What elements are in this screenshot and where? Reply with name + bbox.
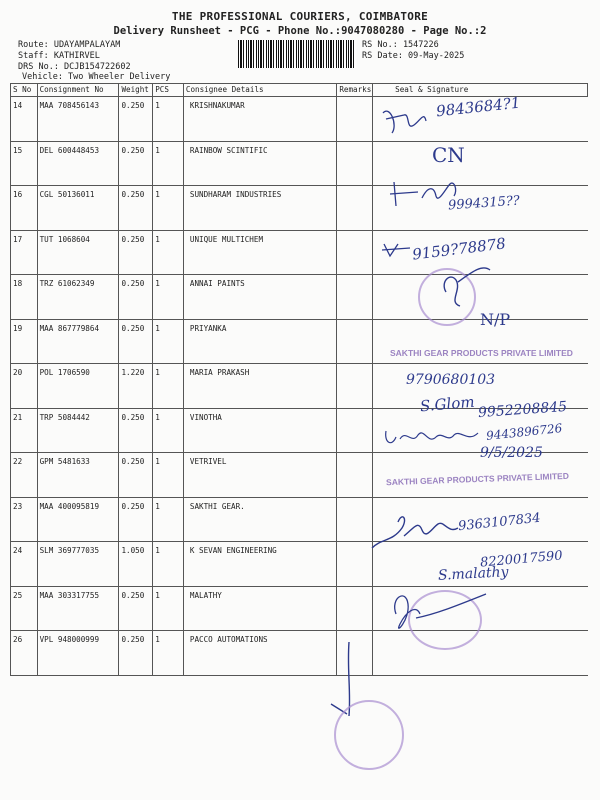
rs-number: RS No.: 1547226 (362, 40, 439, 50)
row-sno: 14 (11, 97, 38, 142)
row-sno: 25 (11, 586, 38, 631)
row-consignment-no: SLM 369777035 (37, 542, 119, 587)
row25-handwritten-phone: 8220017590 (479, 548, 564, 571)
barcode (238, 40, 356, 68)
row-weight: 1.050 (119, 542, 153, 587)
row20-handwritten-phone: 9790680103 (406, 372, 496, 388)
table-row (11, 141, 588, 186)
runsheet-table (10, 83, 588, 676)
row-consignee: VINOTHA (183, 408, 336, 453)
row-consignee: ANNAI PAINTS (183, 275, 336, 320)
row-remarks (337, 319, 373, 364)
row21-handwritten-name: S.Glom (419, 392, 476, 416)
header-remarks: Remarks (337, 84, 373, 97)
row-sno: 22 (11, 453, 38, 498)
row-consignment-no: MAA 303317755 (37, 586, 119, 631)
row-sno: 15 (11, 141, 38, 186)
row-sno: 24 (11, 542, 38, 587)
row-weight: 1.220 (119, 364, 153, 409)
row-weight: 0.250 (119, 275, 153, 320)
drs-number: DRS No.: DCJB154722602 (18, 62, 131, 72)
row-consignment-no: MAA 867779864 (37, 319, 119, 364)
vehicle-label: Vehicle: Two Wheeler Delivery (22, 72, 171, 82)
row-sno: 20 (11, 364, 38, 409)
header-weight: Weight (119, 84, 153, 97)
row-consignment-no: GPM 5481633 (37, 453, 119, 498)
company-title: THE PROFESSIONAL COURIERS, COIMBATORE (171, 10, 429, 23)
row-pcs: 1 (153, 364, 184, 409)
row-weight: 0.250 (119, 186, 153, 231)
row-weight: 0.250 (119, 141, 153, 186)
row-consignee: RAINBOW SCINTIFIC (183, 141, 336, 186)
row18-signature (438, 262, 498, 312)
row-consignee: MALATHY (183, 586, 336, 631)
header-pcs: PCS (153, 84, 184, 97)
row-consignee: UNIQUE MULTICHEM (183, 230, 336, 275)
row-sno: 18 (11, 275, 38, 320)
row23-company-stamp: SAKTHI GEAR PRODUCTS PRIVATE LIMITED (385, 470, 570, 488)
row-pcs: 1 (153, 319, 184, 364)
row-weight: 0.250 (119, 319, 153, 364)
row-consignee: PRIYANKA (183, 319, 336, 364)
row-consignment-no: VPL 948000999 (37, 631, 119, 676)
row-weight: 0.250 (119, 631, 153, 676)
row-pcs: 1 (153, 275, 184, 320)
row-consignee: PACCO AUTOMATIONS (183, 631, 336, 676)
row-consignment-no: TRZ 61062349 (37, 275, 119, 320)
row14-handwritten-phone: 9843684?1 (435, 93, 522, 121)
row14-signature (380, 103, 430, 139)
row-pcs: 1 (153, 230, 184, 275)
row24-handwritten-phone: 9363107834 (457, 510, 542, 535)
row-pcs: 1 (153, 141, 184, 186)
row-pcs: 1 (153, 631, 184, 676)
row-consignee: SUNDHARAM INDUSTRIES (183, 186, 336, 231)
row-pcs: 1 (153, 186, 184, 231)
runsheet-subtitle: Delivery Runsheet - PCG - Phone No.:9047080280 - Page No.:2 (113, 25, 487, 37)
row-consignee: MARIA PRAKASH (183, 364, 336, 409)
row-consignee: K SEVAN ENGINEERING (183, 542, 336, 587)
staff-label: Staff: KATHIRVEL (18, 51, 100, 61)
row-consignment-no: TUT 1068604 (37, 230, 119, 275)
row21-handwritten-phone: 9952208845 (477, 398, 568, 422)
row17-signature (380, 240, 414, 260)
row22-handwritten-date: 9/5/2025 (480, 445, 543, 461)
row-consignee: VETRIVEL (183, 453, 336, 498)
row24-signature (368, 508, 468, 552)
row-pcs: 1 (153, 97, 184, 142)
table-row (11, 631, 588, 676)
row-consignment-no: CGL 50136011 (37, 186, 119, 231)
row17-handwritten-phone: 9159?78878 (411, 234, 507, 264)
row-consignment-no: DEL 600448453 (37, 141, 119, 186)
row20-company-stamp: SAKTHI GEAR PRODUCTS PRIVATE LIMITED (390, 348, 573, 358)
row-pcs: 1 (153, 542, 184, 587)
header-sno: S No (11, 84, 38, 97)
row-weight: 0.250 (119, 97, 153, 142)
row-consignee: KRISHNAKUMAR (183, 97, 336, 142)
row-consignment-no: TRP 5084442 (37, 408, 119, 453)
row-sno: 16 (11, 186, 38, 231)
row-weight: 0.250 (119, 497, 153, 542)
row-consignee: SAKTHI GEAR. (183, 497, 336, 542)
row-remarks (337, 275, 373, 320)
row-pcs: 1 (153, 453, 184, 498)
header-consignment: Consignment No (37, 84, 119, 97)
row25-handwritten-name: S.malathy (437, 564, 509, 584)
table-row (11, 586, 588, 631)
rs-date: RS Date: 09-May-2025 (362, 51, 465, 61)
row-pcs: 1 (153, 408, 184, 453)
row-weight: 0.250 (119, 230, 153, 275)
row-remarks (337, 364, 373, 409)
header-consignee: Consignee Details (183, 84, 336, 97)
row-sno: 26 (11, 631, 38, 676)
row-remarks (337, 230, 373, 275)
row-pcs: 1 (153, 497, 184, 542)
row19-handwritten-mark: N/P (480, 310, 511, 329)
row16-handwritten-phone: 9994315?? (447, 193, 521, 214)
table-row (11, 364, 588, 409)
row-weight: 0.250 (119, 453, 153, 498)
row26-signature (386, 584, 496, 644)
row-pcs: 1 (153, 586, 184, 631)
row-remarks (337, 97, 373, 142)
row22-handwritten-phone: 9443896726 (485, 421, 563, 443)
row-remarks (337, 453, 373, 498)
row-weight: 0.250 (119, 408, 153, 453)
header-signature: Seal & Signature (373, 84, 588, 97)
row-sno: 23 (11, 497, 38, 542)
row-sno: 17 (11, 230, 38, 275)
bottom-seal (334, 700, 404, 770)
route-label: Route: UDAYAMPALAYAM (18, 40, 121, 50)
row-consignment-no: POL 1706590 (37, 364, 119, 409)
row-sno: 21 (11, 408, 38, 453)
row-consignment-no: MAA 708456143 (37, 97, 119, 142)
row-weight: 0.250 (119, 586, 153, 631)
row-remarks (337, 586, 373, 631)
row15-handwritten-mark: CN (432, 143, 465, 167)
row-consignment-no: MAA 400095819 (37, 497, 119, 542)
row-remarks (337, 408, 373, 453)
row-remarks (337, 186, 373, 231)
row22-signature (382, 425, 492, 451)
row-remarks (337, 141, 373, 186)
row-sno: 19 (11, 319, 38, 364)
